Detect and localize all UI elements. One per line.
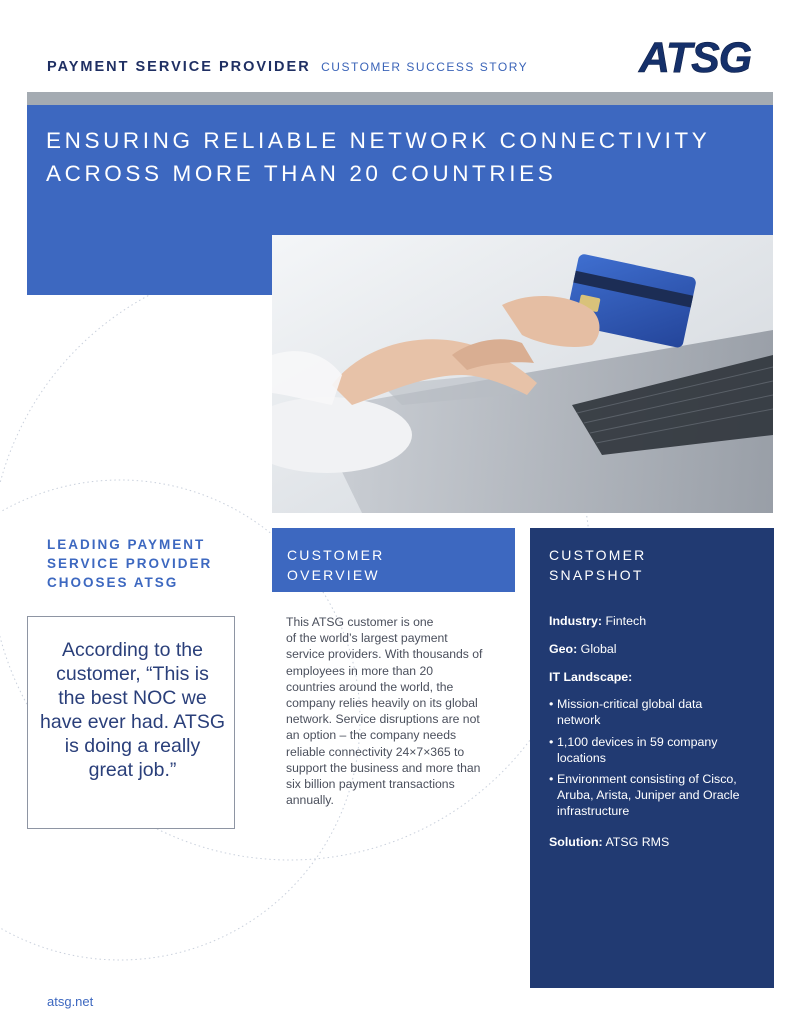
document-type-label: CUSTOMER SUCCESS STORY (321, 60, 529, 74)
snapshot-it-landscape (549, 669, 632, 685)
overview-body-line: service providers. With thousands of (286, 647, 483, 662)
overview-body (286, 614, 506, 808)
snapshot-title (549, 546, 646, 585)
bullet-dot: • (549, 735, 554, 749)
overview-body-line: This ATSG customer is one (286, 615, 434, 629)
geo-value: Global (577, 642, 617, 656)
overview-body-line: reliable connectivity 24×7×365 to (286, 744, 465, 759)
overview-body-line: six billion payment transactions (286, 777, 455, 792)
overview-body-line: countries around the world, the (286, 679, 454, 694)
side-heading (47, 535, 247, 592)
snapshot-geo (549, 641, 617, 657)
bullet-line: 1,100 devices in 59 company (557, 735, 718, 749)
solution-label: Solution: (549, 835, 603, 849)
bullet-line: Aruba, Arista, Juniper and Oracle (557, 788, 740, 802)
hero-title (46, 124, 746, 190)
overview-body-line: annually. (286, 793, 334, 808)
header-divider-bar (27, 92, 773, 105)
overview-title (287, 546, 384, 585)
snapshot-title-line: CUSTOMER (549, 547, 647, 563)
it-landscape-label: IT Landscape: (549, 670, 633, 684)
bullet-line: Mission-critical global data (557, 697, 703, 711)
overview-body-line: support the business and more than (286, 760, 481, 775)
atsg-logo (636, 34, 772, 80)
company-type-label: PAYMENT SERVICE PROVIDER (47, 59, 311, 75)
geo-label: Geo: (549, 642, 578, 656)
side-heading-line: LEADING PAYMENT (47, 537, 206, 552)
snapshot-industry (549, 613, 646, 629)
overview-body-line: network. Service disruptions are not (286, 712, 480, 727)
credit-card-laptop-illustration (272, 235, 773, 513)
bullet-line: network (557, 713, 601, 727)
document-header (47, 58, 528, 76)
hero-title-line: ACROSS MORE THAN 20 COUNTRIES (46, 161, 557, 186)
bullet-dot: • (549, 772, 554, 786)
overview-title-line: CUSTOMER (287, 547, 385, 563)
snapshot-solution (549, 834, 669, 850)
bullet-text (557, 771, 740, 819)
overview-body-line: company relies heavily on its global (286, 696, 478, 711)
overview-body-line: employees in more than 20 (286, 663, 434, 678)
bullet-line: locations (557, 751, 606, 765)
overview-body-line: of the world’s largest payment (286, 631, 448, 646)
bullet-text (557, 696, 702, 728)
website-link[interactable]: atsg.net (47, 994, 94, 1009)
industry-label: Industry: (549, 614, 603, 628)
hero-title-line: ENSURING RELIABLE NETWORK CONNECTIVITY (46, 128, 711, 153)
snapshot-title-line: SNAPSHOT (549, 566, 644, 583)
side-heading-line: CHOOSES ATSG (47, 575, 179, 590)
hero-photo (272, 235, 773, 513)
bullet-text (557, 734, 718, 766)
side-heading-line: SERVICE PROVIDER (47, 556, 213, 571)
bullet-line: infrastructure (557, 804, 630, 818)
bullet-dot: • (549, 697, 554, 711)
industry-value: Fintech (602, 614, 647, 628)
svg-text:ATSG: ATSG (639, 34, 752, 80)
overview-body-line: an option – the company needs (286, 728, 457, 743)
hero-banner-extension (27, 235, 272, 295)
solution-value: ATSG RMS (602, 835, 670, 849)
bullet-line: Environment consisting of Cisco, (557, 772, 737, 786)
testimonial-quote: According to the customer, “This is the best NOC we have ever had. ATSG is doing a really great job.” (40, 639, 225, 781)
overview-title-line: OVERVIEW (287, 566, 380, 583)
